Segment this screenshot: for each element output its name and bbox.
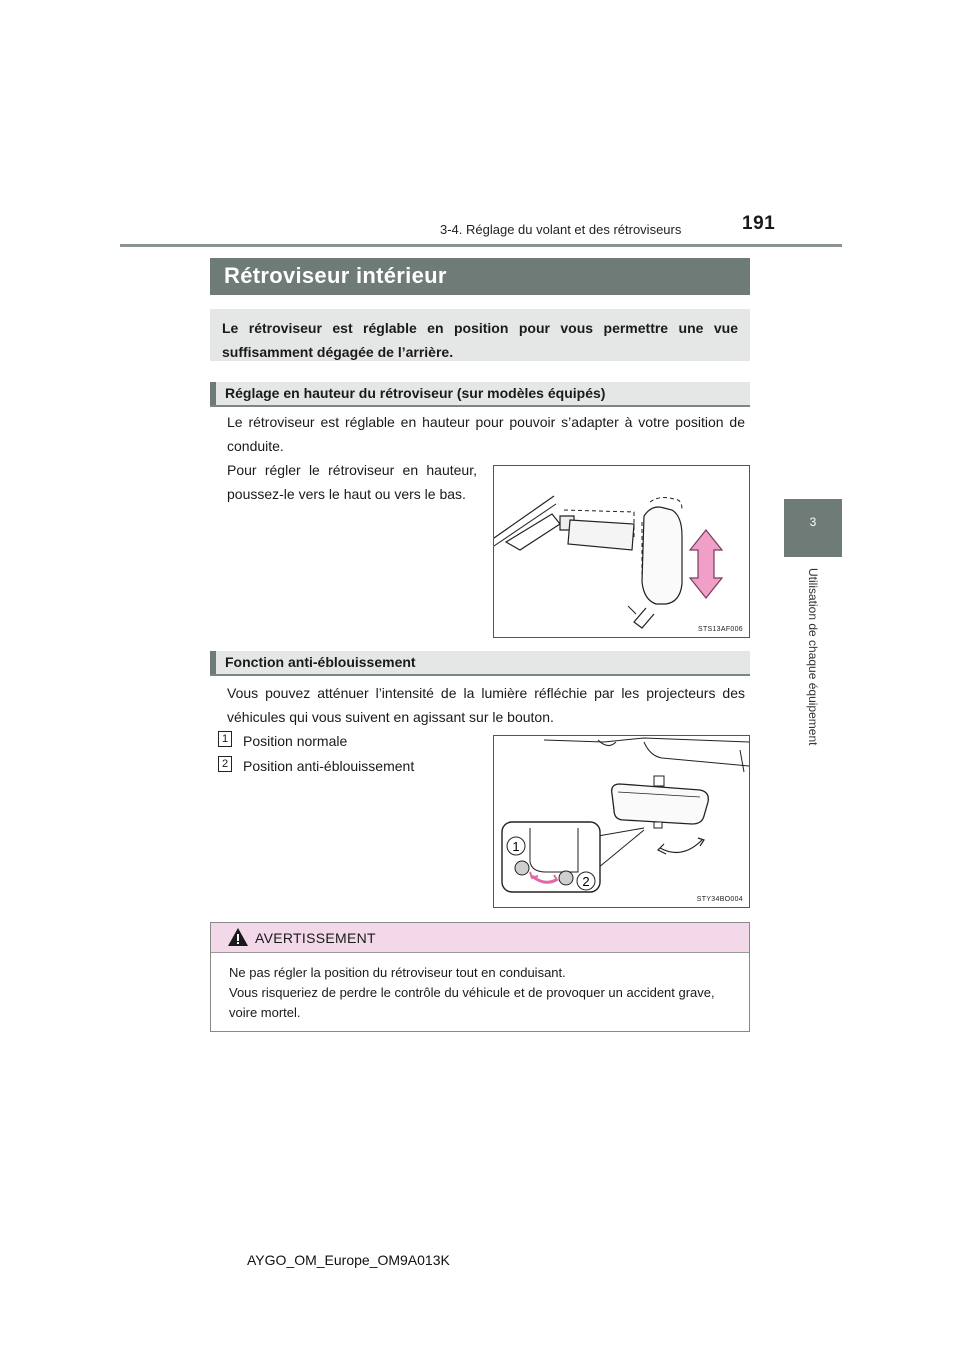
section-path: 3-4. Réglage du volant et des rétroviseurs [440,222,682,237]
antiglare-figure [493,735,750,908]
antiglare-section-rule [210,674,750,676]
item-label: Position anti-éblouissement [243,758,415,774]
figure-callout-2: 2 [582,874,590,889]
antiglare-item-list [218,729,478,779]
page-title: Rétroviseur intérieur [210,258,750,295]
warning-title: AVERTISSEMENT [255,930,376,946]
warning-text [229,963,735,1023]
warning-triangle-icon [227,927,249,947]
mirror-height-illustration [494,466,749,637]
chapter-title [784,568,842,768]
intro-box: Le rétroviseur est réglable en position pour vous permettre une vue suffisamment dégagée de l’arrière. [210,309,750,361]
list-item [218,754,478,778]
height-section-rule [210,405,750,407]
item-number-badge: 1 [218,731,232,747]
header-rule [120,244,842,247]
height-section-paragraph: Le rétroviseur est réglable en hauteur pour pouvoir s’adapter à votre position de conduite. [227,414,745,454]
document-code: AYGO_OM_Europe_OM9A013K [247,1252,450,1268]
page-number: 191 [742,213,776,234]
antiglare-illustration [494,736,749,907]
warning-header [211,923,749,953]
warning-line: Vous risqueriez de perdre le contrôle du véhicule et de provoquer un accident grave, voire mortel. [229,985,715,1020]
warning-line: Ne pas régler la position du rétroviseur tout en conduisant. [229,965,566,980]
antiglare-section-heading: Fonction anti-éblouissement [210,651,750,675]
mirror-height-figure [493,465,750,638]
list-item [218,729,478,753]
antiglare-section-paragraph: Vous pouvez atténuer l’intensité de la lumière réfléchie par les projecteurs des véhicules qui vous suivent en agissant sur le bouton. [227,685,745,725]
height-section-instruction: Pour régler le rétroviseur en hauteur, poussez-le vers le haut ou vers le bas. [227,462,477,502]
chapter-title-text: Utilisation de chaque équipement [806,568,820,746]
item-number-badge: 2 [218,756,232,772]
item-label: Position normale [243,733,348,749]
height-section-heading: Réglage en hauteur du rétroviseur (sur modèles équipés) [210,382,750,406]
height-figure-code: STS13AF006 [697,626,743,633]
figure-callout-1: 1 [512,839,520,854]
warning-box [210,922,750,1032]
chapter-number-label: 3 [809,515,817,529]
antiglare-figure-code: STY34BO004 [696,896,743,903]
